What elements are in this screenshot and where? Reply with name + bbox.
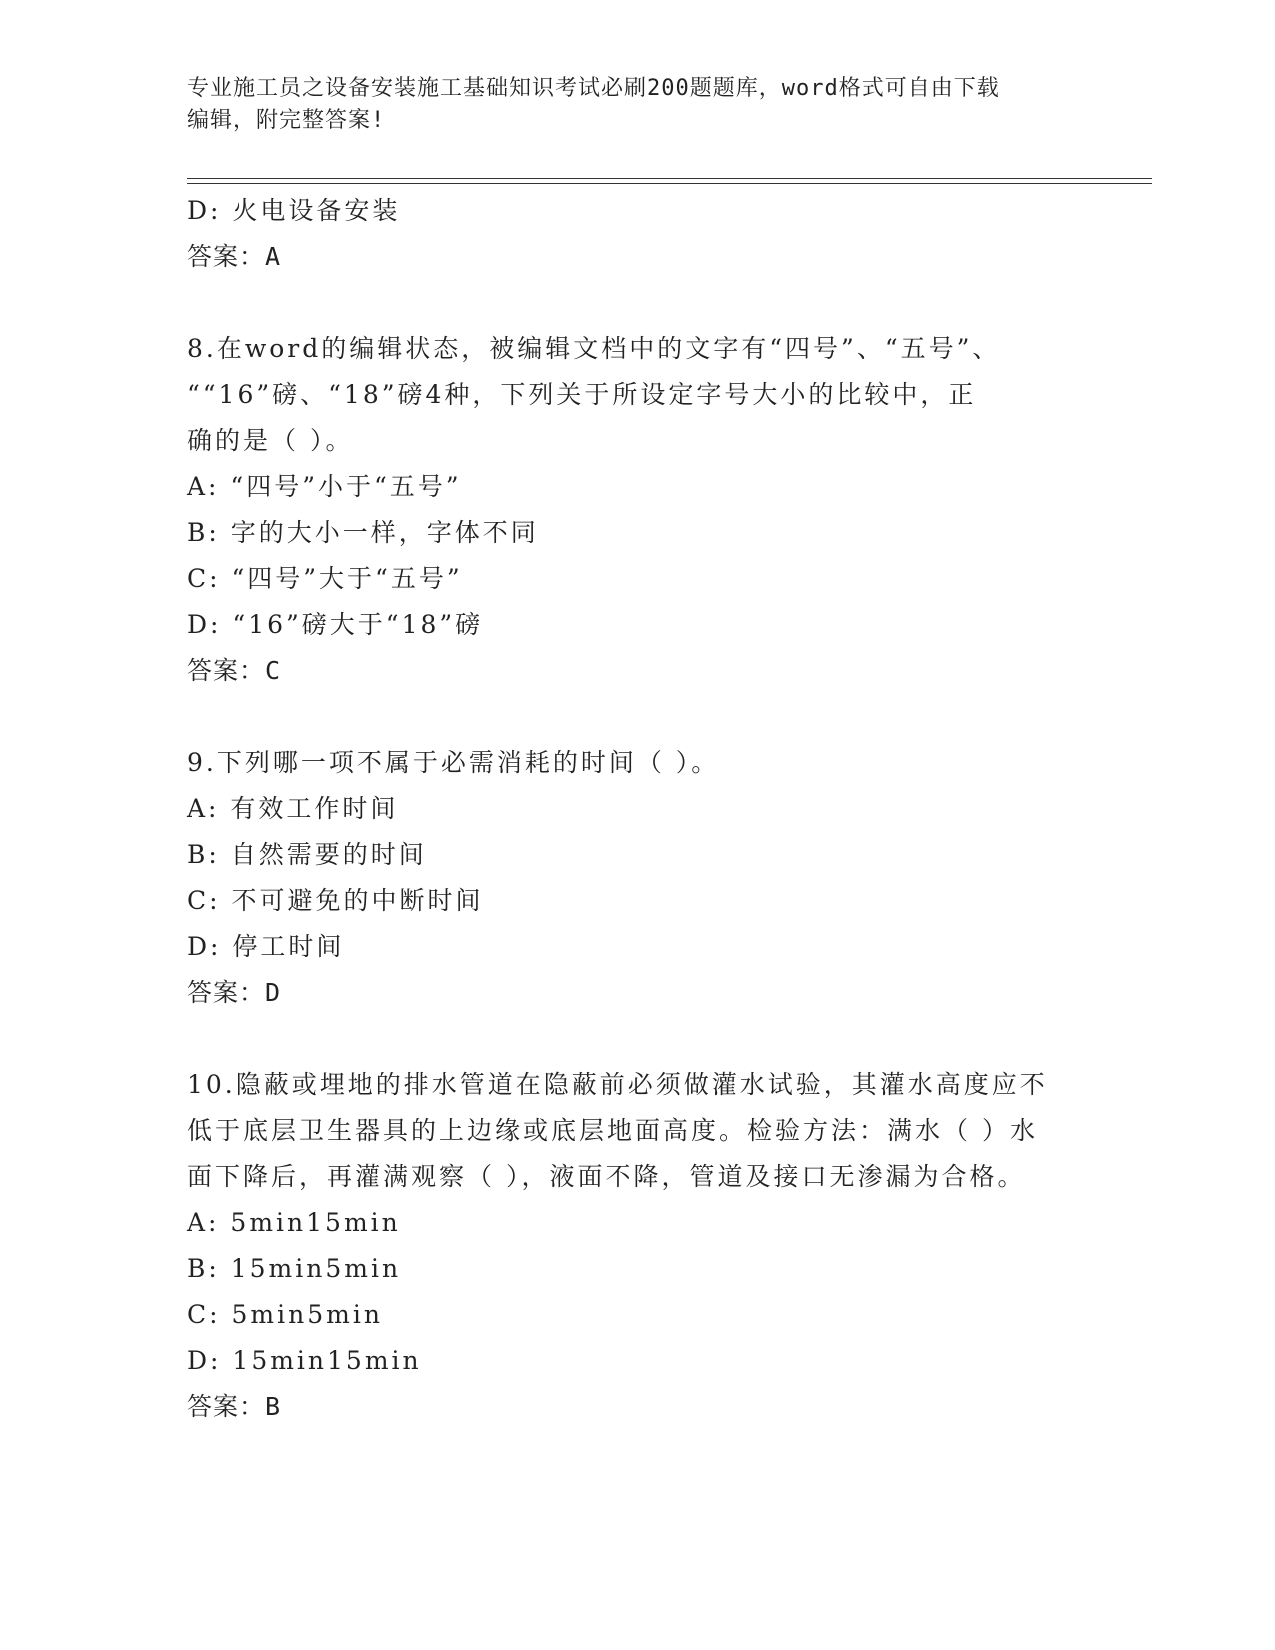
question-stem-line: ““16”磅、“18”磅4种，下列关于所设定字号大小的比较中，正	[187, 380, 977, 409]
option-b: B: 自然需要的时间	[187, 840, 427, 869]
spacer	[187, 1016, 1087, 1062]
answer-line: 答案：C	[187, 656, 282, 685]
answer-line: 答案：B	[187, 1392, 282, 1421]
option-a: A: 有效工作时间	[187, 794, 399, 823]
header-divider-top	[187, 178, 1152, 179]
header-divider-bottom	[187, 183, 1152, 184]
question-stem-line: 8.在word的编辑状态，被编辑文档中的文字有“四号”、“五号”、	[187, 334, 1001, 363]
option-d: D: “16”磅大于“18”磅	[187, 610, 484, 639]
spacer	[187, 280, 1087, 326]
question-stem-line: 确的是（ ）。	[187, 426, 354, 455]
option-c: C: “四号”大于“五号”	[187, 564, 463, 593]
page-header	[187, 73, 1087, 137]
question-stem-line: 10.隐蔽或埋地的排水管道在隐蔽前必须做灌水试验，其灌水高度应不	[187, 1070, 1048, 1099]
option-d: D: 停工时间	[187, 932, 345, 961]
question-stem-line: 低于底层卫生器具的上边缘或底层地面高度。检验方法：满水（ ）水	[187, 1116, 1038, 1145]
header-line-2: 编辑，附完整答案!	[187, 108, 386, 133]
answer-line: 答案：D	[187, 978, 282, 1007]
question-9	[187, 740, 1087, 1016]
option-a: A: “四号”小于“五号”	[187, 472, 462, 501]
previous-question-tail	[187, 188, 1087, 280]
document-body	[187, 188, 1087, 1430]
answer-line: 答案：A	[187, 242, 282, 271]
option-b: B: 15min5min	[187, 1254, 402, 1283]
option-b: B: 字的大小一样，字体不同	[187, 518, 539, 547]
option-d: D: 15min15min	[187, 1346, 422, 1375]
option-c: C: 5min5min	[187, 1300, 383, 1329]
question-10	[187, 1062, 1087, 1430]
question-stem-line: 9.下列哪一项不属于必需消耗的时间（ ）。	[187, 748, 720, 777]
option-d: D: 火电设备安装	[187, 196, 401, 225]
option-c: C: 不可避免的中断时间	[187, 886, 484, 915]
header-line-1: 专业施工员之设备安装施工基础知识考试必刷200题题库，word格式可自由下载	[187, 76, 1000, 101]
option-a: A: 5min15min	[187, 1208, 401, 1237]
question-8	[187, 326, 1087, 694]
spacer	[187, 694, 1087, 740]
question-stem-line: 面下降后，再灌满观察（ ），液面不降，管道及接口无渗漏为合格。	[187, 1162, 1026, 1191]
